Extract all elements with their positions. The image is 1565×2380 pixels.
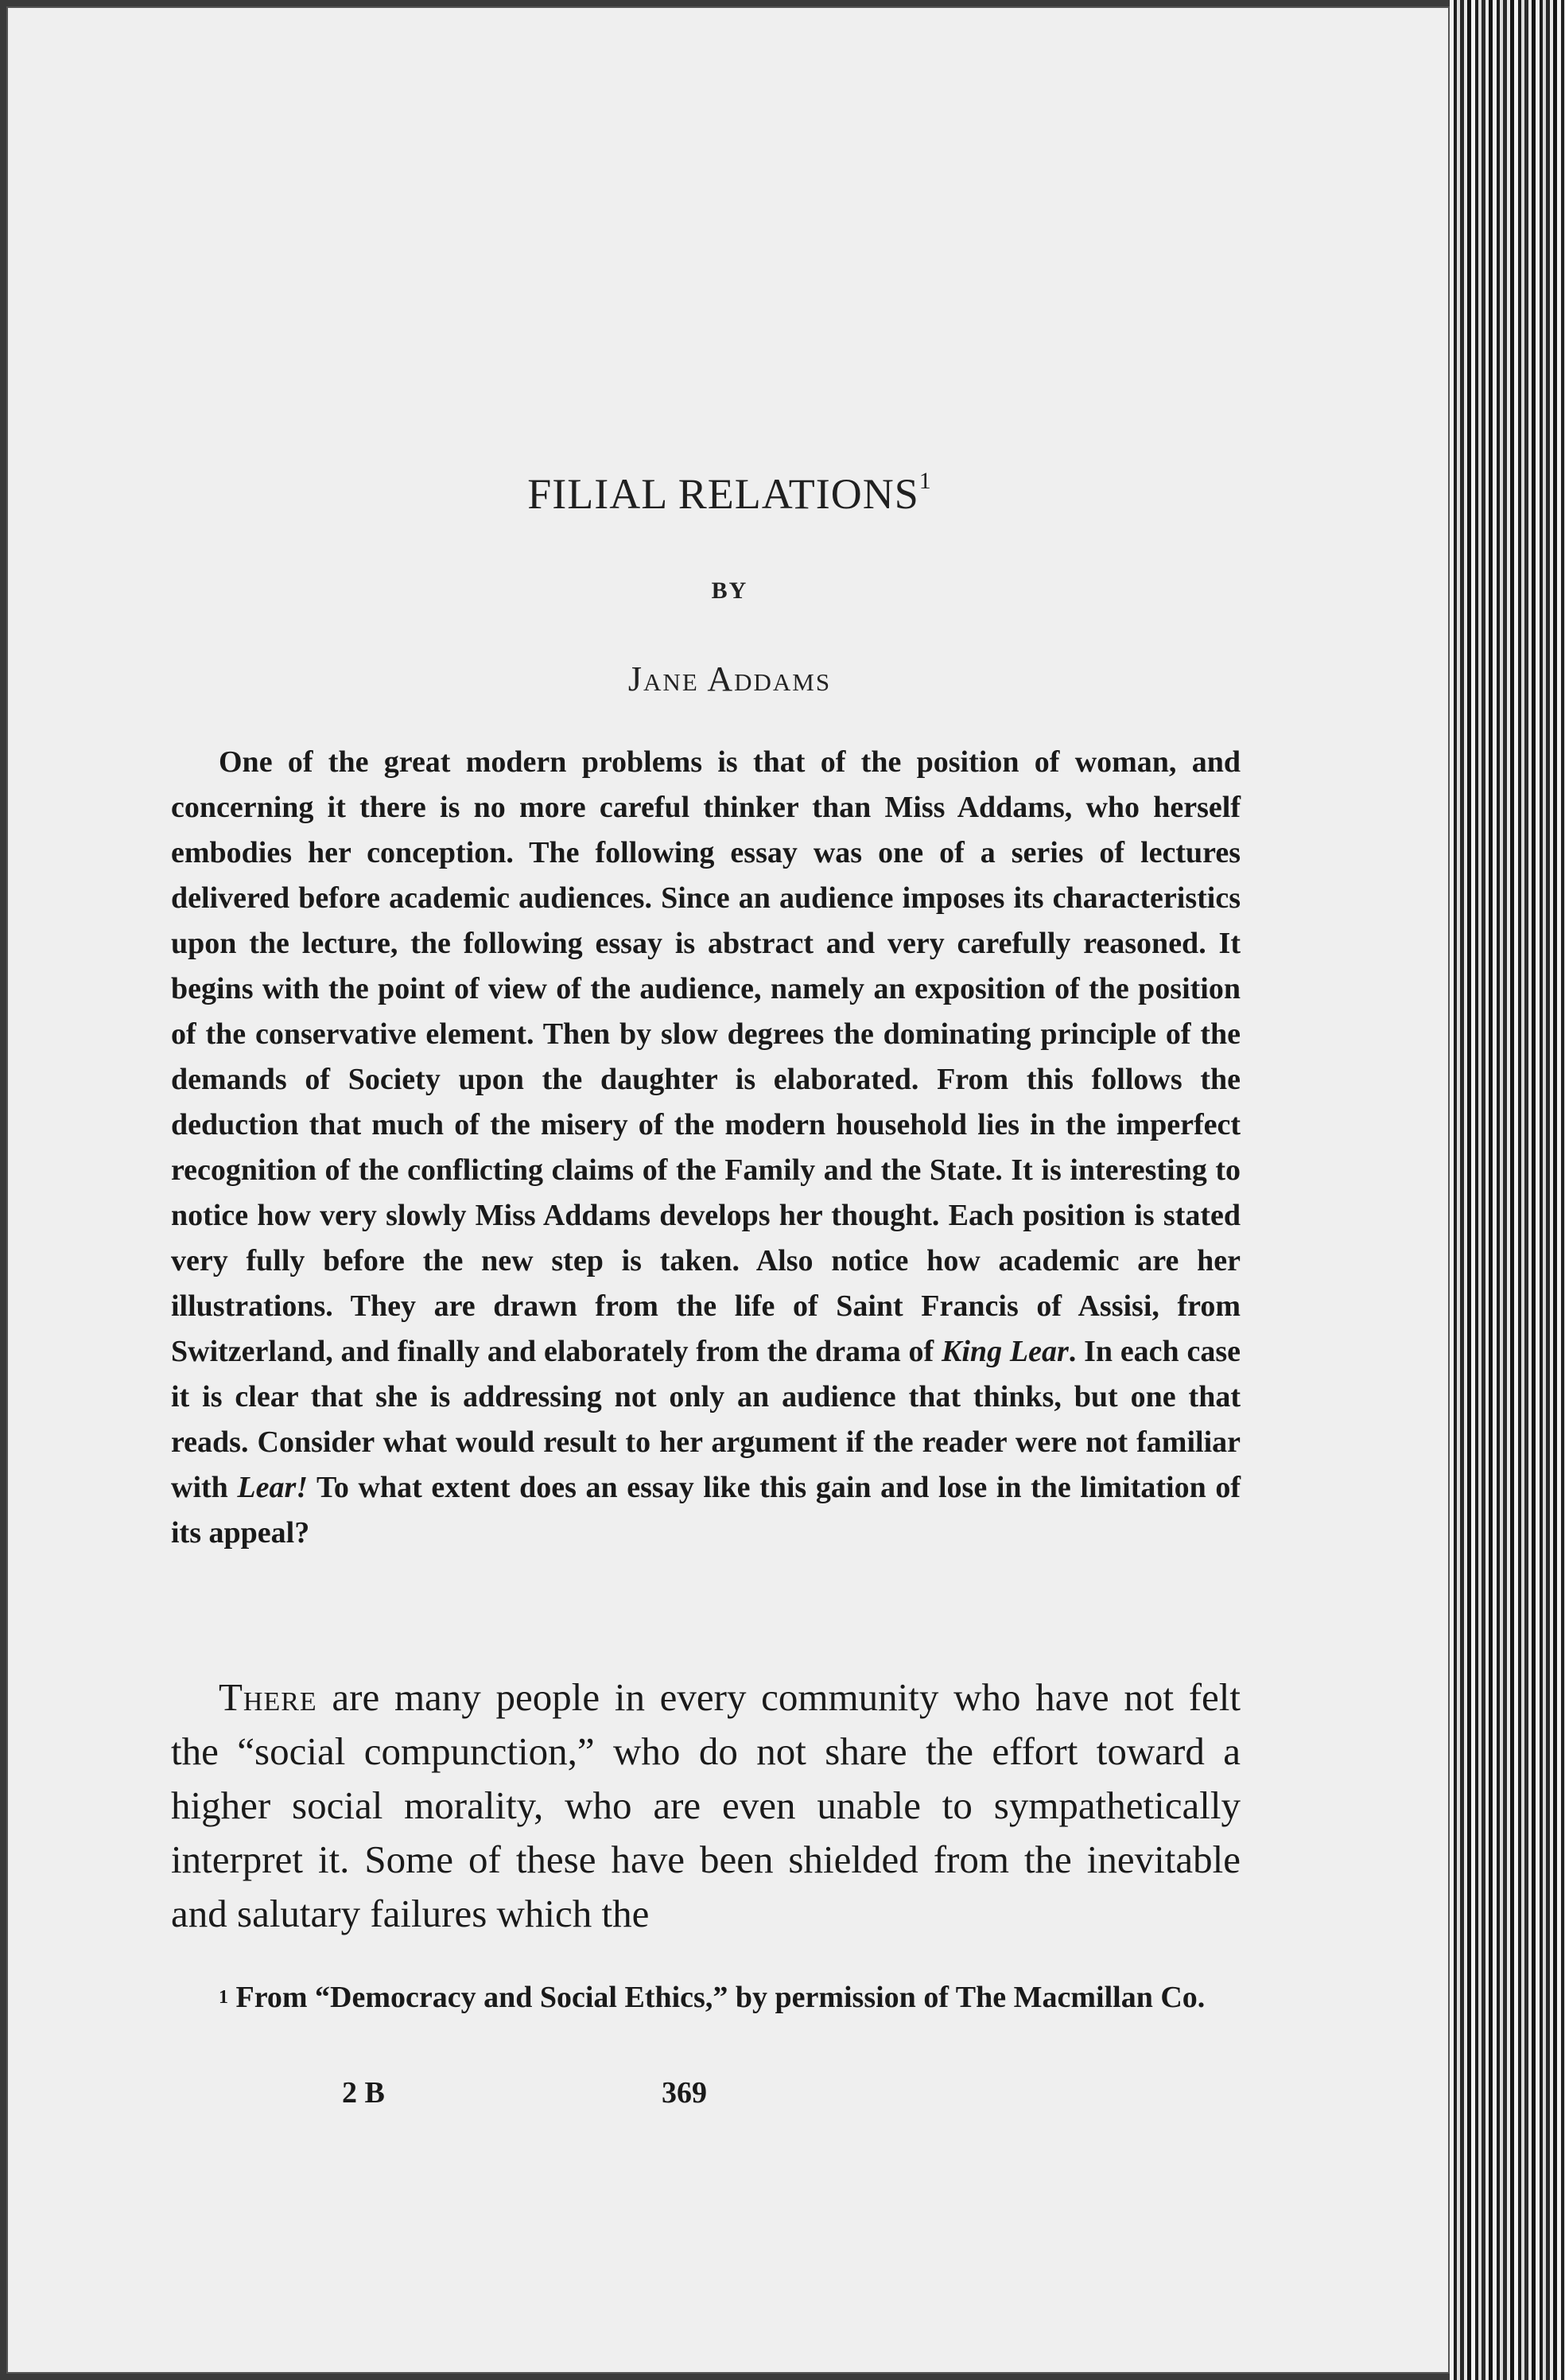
book-page xyxy=(6,6,1450,2374)
essay-lead-word: There xyxy=(219,1675,317,1719)
author-name: Jane Addams xyxy=(627,659,832,698)
intro-text-part-2: . In each case it is clear that she is addressing not only an audience that thinks, but one that reads. Consider what would result to her argument if the reader were not familiar with xyxy=(171,1335,1241,1504)
intro-italic-lear: Lear! xyxy=(237,1471,309,1504)
intro-text-part-3: To what extent does an essay like this gain and lose in the limitation of its appeal? xyxy=(171,1471,1241,1550)
intro-text-part-1: One of the great modern problems is that of the position of woman, and concerning it there is no more careful thinker than Miss Addams, who herself embodies her conception. The following essay was one of a series of lectures delivered before academic audiences. Since an audience imposes its characteristics upon the lecture, the following essay is abstract and very carefully reasoned. It begins with the point of view of the audience, namely an exposition of the position of the conservative element. Then by slow degrees the dominating principle of the demands of Society upon the daughter is elaborated. From this follows the deduction that much of the misery of the modern household lies in the imperfect recognition of the conflicting claims of the Family and the State. It is interesting to notice how very slowly Miss Addams develops her thought. Each position is stated very fully before the new step is taken. Also notice how academic are her illustrations. They are drawn from the life of Saint Francis of Assisi, from Switzerland, and finally and elaborately from the drama of xyxy=(171,745,1241,1368)
title-text: FILIAL RELATIONS xyxy=(527,470,919,518)
footnote-text: From “Democracy and Social Ethics,” by permission of The Macmillan Co. xyxy=(235,1981,1206,2014)
footnote xyxy=(171,1978,1241,2017)
essay-body-text: are many people in every community who have not felt the “social compunction,” who do not share the effort toward a higher social morality, who are even unable to sympathetically interpret it. Some of these have been shielded from the inevitable and salutary failures which the xyxy=(171,1675,1241,1935)
editor-introduction xyxy=(171,740,1241,1556)
page-title xyxy=(8,468,1451,518)
book-page-edges xyxy=(1450,0,1565,2380)
intro-italic-king-lear: King Lear xyxy=(942,1335,1069,1368)
byline: BY xyxy=(711,578,748,604)
footnote-number: 1 xyxy=(219,1987,228,2008)
title-footnote-mark: 1 xyxy=(918,468,932,494)
essay-body-paragraph xyxy=(171,1670,1241,1941)
page-number: 369 xyxy=(662,2076,707,2110)
signature-mark: 2 B xyxy=(342,2076,385,2110)
